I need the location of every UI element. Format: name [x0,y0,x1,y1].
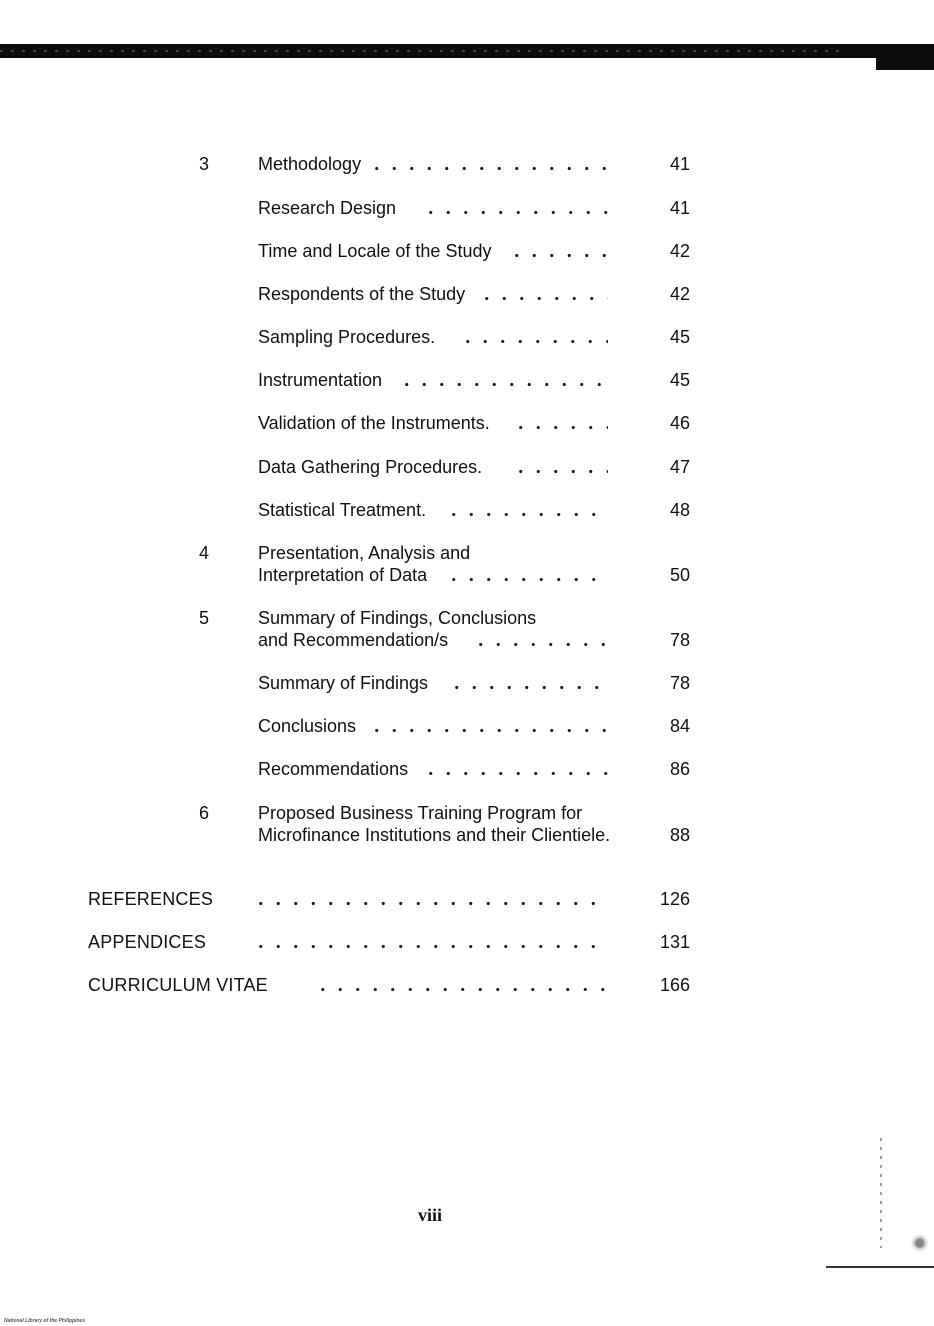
toc-entry-appendices[interactable] [0,931,934,975]
entry-page: 86 [669,759,690,779]
toc-entry[interactable] [0,240,934,284]
entry-title-line-1: Summary of Findings, Conclusions [258,608,537,628]
toc-entry[interactable] [0,283,934,327]
chapter-number: 6 [199,803,210,823]
dot-leader [252,935,608,949]
entry-title: REFERENCES [88,889,214,909]
entry-page: 41 [669,198,690,218]
toc-entry[interactable] [0,369,934,413]
entry-page: 126 [659,889,690,909]
entry-title: CURRICULUM VITAE [88,975,268,995]
toc-entry-chapter-3[interactable] [0,153,934,197]
entry-title: Statistical Treatment. [258,500,427,520]
dot-leader [368,157,608,171]
entry-page: 45 [669,327,690,347]
dot-leader [445,503,608,517]
entry-title: Research Design [258,198,397,218]
entry-page: 166 [659,975,690,995]
toc-entry-chapter-4[interactable] [0,542,934,586]
dot-leader [422,762,608,776]
entry-title-line-2: Interpretation of Data [258,565,428,585]
entry-page: 88 [669,825,690,845]
dot-leader [398,373,608,387]
entry-page: 47 [669,457,690,477]
dot-leader [422,201,608,215]
toc-entry[interactable] [0,672,934,716]
entry-title [258,542,470,586]
entry-page: 42 [669,241,690,261]
entry-page: 42 [669,284,690,304]
dot-leader [445,568,608,582]
toc-entry[interactable] [0,715,934,759]
dot-leader [459,330,608,344]
chapter-number: 4 [199,543,210,563]
toc-entry[interactable] [0,758,934,802]
entry-title: Time and Locale of the Study [258,241,492,261]
chapter-number: 3 [199,154,210,174]
dot-leader [508,244,608,258]
entry-page: 78 [669,673,690,693]
entry-page: 84 [669,716,690,736]
entry-title-line-2: and Recommendation/s [258,630,449,650]
toc-entry-chapter-6[interactable] [0,802,934,846]
chapter-number: 5 [199,608,210,628]
entry-title: Conclusions [258,716,357,736]
entry-page: 48 [669,500,690,520]
toc-entry[interactable] [0,326,934,370]
toc-entry-curriculum-vitae[interactable] [0,974,934,1018]
entry-page: 46 [669,413,690,433]
dot-leader [368,719,608,733]
entry-page: 45 [669,370,690,390]
toc-entry[interactable] [0,499,934,543]
entry-title: Recommendations [258,759,409,779]
entry-title: Methodology [258,154,362,174]
entry-page: 131 [659,932,690,952]
entry-title-line-1: Proposed Business Training Program for [258,803,583,823]
dot-leader [512,460,608,474]
toc-entry-references[interactable] [0,888,934,932]
entry-title: Data Gathering Procedures. [258,457,483,477]
dot-leader [512,416,608,430]
toc-entry-chapter-5[interactable] [0,607,934,651]
entry-page: 50 [669,565,690,585]
entry-title-line-1: Presentation, Analysis and [258,543,471,563]
toc-entry[interactable] [0,412,934,456]
entry-title-line-2: Microfinance Institutions and their Clientiele. [258,825,611,845]
entry-title: APPENDICES [88,932,207,952]
dot-leader [472,633,608,647]
entry-title: Validation of the Instruments. [258,413,490,433]
entry-title: Instrumentation [258,370,383,390]
dot-leader [448,676,608,690]
dot-leader [314,978,608,992]
toc-entry[interactable] [0,197,934,241]
page-number: viii [417,1205,442,1225]
entry-page: 78 [669,630,690,650]
entry-title: Summary of Findings [258,673,429,693]
entry-title [258,802,610,846]
footer-stamp: National Library of the Philippines [4,1318,86,1324]
dot-leader [478,287,608,301]
dot-leader [252,892,608,906]
entry-title: Sampling Procedures. [258,327,436,347]
entry-page: 41 [669,154,690,174]
entry-title: Respondents of the Study [258,284,466,304]
toc-entry[interactable] [0,456,934,500]
